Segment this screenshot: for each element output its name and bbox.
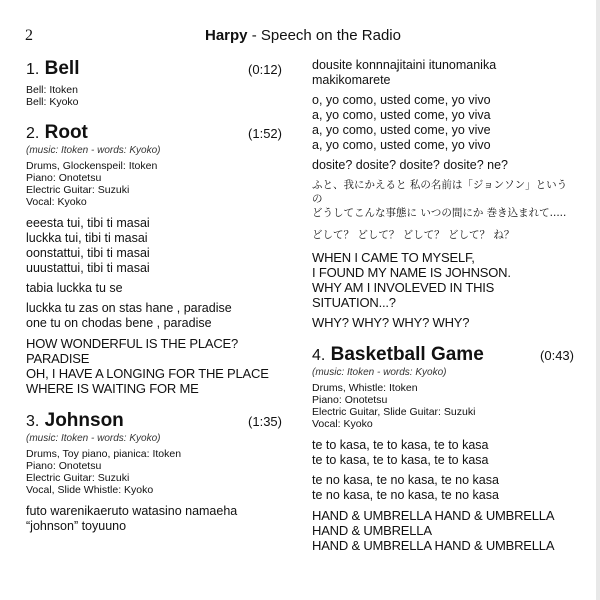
page-number: 2 bbox=[25, 27, 33, 44]
lyrics-verse bbox=[26, 216, 282, 276]
lyrics-japanese bbox=[312, 178, 574, 220]
lyric-line: te to kasa, te to kasa, te to kasa bbox=[312, 438, 489, 452]
credit-line: Vocal, Slide Whistle: Kyoko bbox=[26, 484, 154, 496]
lyrics-verse-english bbox=[312, 250, 574, 310]
credit-line: Electric Guitar, Slide Guitar: Suzuki bbox=[312, 406, 476, 418]
track-duration: (1:35) bbox=[248, 414, 282, 429]
header-separator: - bbox=[247, 27, 261, 44]
credit-line: Electric Guitar: Suzuki bbox=[26, 184, 130, 196]
track-bell bbox=[26, 58, 282, 108]
track-credits bbox=[312, 382, 574, 430]
lyric-line: a, yo como, usted come, yo vive bbox=[312, 123, 491, 137]
lyric-line: どうしてこんな事態に いつの間にか 巻き込まれて..... bbox=[312, 207, 567, 219]
lyric-line: どして？ どして？ どして？ どして？ ね？ bbox=[312, 229, 515, 241]
lyrics-verse bbox=[312, 158, 574, 173]
track-credits bbox=[26, 448, 282, 496]
credit-line: Vocal: Kyoko bbox=[312, 418, 373, 430]
credit-line: Electric Guitar: Suzuki bbox=[26, 472, 130, 484]
lyric-line: ふと、我にかえると 私の名前は「ジョンソン」というの bbox=[312, 179, 568, 205]
page-edge-shadow bbox=[596, 0, 600, 600]
music-credit: (music: Itoken - words: Kyoko) bbox=[26, 433, 161, 444]
lyric-line: HOW WONDERFUL IS THE PLACE? bbox=[26, 336, 239, 351]
music-credit: (music: Itoken - words: Kyoko) bbox=[312, 367, 447, 378]
track-title bbox=[312, 344, 484, 366]
lyric-line: te to kasa, te to kasa, te to kasa bbox=[312, 453, 489, 467]
album-title: Speech on the Radio bbox=[260, 27, 401, 44]
credit-line: Drums, Glockenspeil: Itoken bbox=[26, 160, 158, 172]
lyric-line: WHY AM I INVOLEVED IN THIS bbox=[312, 280, 495, 295]
lyric-line: “johnson” toyuuno bbox=[26, 519, 127, 533]
track-header bbox=[26, 122, 282, 144]
track-duration: (0:12) bbox=[248, 62, 282, 77]
lyrics-verse bbox=[312, 93, 574, 153]
track-name: Root bbox=[44, 122, 88, 143]
lyric-line: makikomarete bbox=[312, 73, 391, 87]
lyric-line: dousite konnnajitaini itunomanika bbox=[312, 58, 497, 72]
lyrics-verse bbox=[26, 504, 282, 534]
credit-line: Bell: Itoken bbox=[26, 84, 78, 96]
track-title bbox=[26, 410, 124, 432]
lyric-line: HAND & UMBRELLA HAND & UMBRELLA bbox=[312, 508, 555, 523]
credit-line: Vocal: Kyoko bbox=[26, 196, 87, 208]
track-basketball-game bbox=[312, 344, 574, 553]
lyrics-verse bbox=[312, 58, 574, 88]
left-column bbox=[26, 58, 282, 534]
lyrics-verse bbox=[26, 281, 282, 296]
track-name: Johnson bbox=[44, 410, 124, 431]
lyrics-verse-english bbox=[312, 315, 574, 330]
lyric-line: WHERE IS WAITING FOR ME bbox=[26, 381, 199, 396]
lyric-line: luckka tu zas on stas hane , paradise bbox=[26, 301, 232, 315]
lyric-line: HAND & UMBRELLA HAND & UMBRELLA bbox=[312, 538, 555, 553]
lyric-line: OH, I HAVE A LONGING FOR THE PLACE bbox=[26, 366, 269, 381]
track-credits bbox=[26, 160, 282, 208]
credit-line: Piano: Onotetsu bbox=[26, 172, 102, 184]
track-number: 2. bbox=[26, 125, 40, 142]
lyric-line: WHY? WHY? WHY? WHY? bbox=[312, 315, 470, 330]
lyric-line: futo warenikaeruto watasino namaeha bbox=[26, 504, 238, 518]
lyric-line: tabia luckka tu se bbox=[26, 281, 123, 295]
lyrics-verse-english bbox=[312, 508, 574, 553]
credit-line: Drums, Toy piano, pianica: Itoken bbox=[26, 448, 182, 460]
track-name: Bell bbox=[44, 58, 80, 79]
track-duration: (0:43) bbox=[540, 348, 574, 363]
credit-line: Piano: Onotetsu bbox=[312, 394, 388, 406]
lyric-line: uuustattui, tibi ti masai bbox=[26, 261, 150, 275]
track-duration: (1:52) bbox=[248, 126, 282, 141]
lyric-line: WHEN I CAME TO MYSELF, bbox=[312, 250, 475, 265]
track-johnson bbox=[26, 410, 282, 534]
lyrics-verse bbox=[312, 473, 574, 503]
track-number: 4. bbox=[312, 347, 326, 364]
lyric-line: I FOUND MY NAME IS JOHNSON. bbox=[312, 265, 511, 280]
lyric-line: dosite? dosite? dosite? dosite? ne? bbox=[312, 158, 508, 172]
track-number: 3. bbox=[26, 413, 40, 430]
lyric-line: HAND & UMBRELLA bbox=[312, 523, 432, 538]
lyric-line: PARADISE bbox=[26, 351, 90, 366]
page-header bbox=[205, 27, 401, 44]
right-column bbox=[312, 58, 574, 553]
lyric-line: o, yo como, usted come, yo vivo bbox=[312, 93, 491, 107]
lyrics-verse bbox=[26, 301, 282, 331]
lyric-line: oonstattui, tibi ti masai bbox=[26, 246, 150, 260]
music-credit: (music: Itoken - words: Kyoko) bbox=[26, 145, 161, 156]
lyric-line: luckka tui, tibi ti masai bbox=[26, 231, 148, 245]
track-title bbox=[26, 122, 88, 144]
credit-line: Piano: Onotetsu bbox=[26, 460, 102, 472]
track-header bbox=[312, 344, 574, 366]
artist-name: Harpy bbox=[205, 27, 248, 44]
track-root bbox=[26, 122, 282, 396]
track-number: 1. bbox=[26, 61, 40, 78]
track-header bbox=[26, 58, 282, 80]
lyric-line: te no kasa, te no kasa, te no kasa bbox=[312, 488, 499, 502]
track-credits bbox=[26, 84, 282, 108]
lyrics-verse-english bbox=[26, 336, 282, 396]
lyrics-verse bbox=[312, 438, 574, 468]
credit-line: Bell: Kyoko bbox=[26, 96, 79, 108]
lyric-line: te no kasa, te no kasa, te no kasa bbox=[312, 473, 499, 487]
track-header bbox=[26, 410, 282, 432]
track-title bbox=[26, 58, 79, 80]
lyric-line: one tu on chodas bene , paradise bbox=[26, 316, 212, 330]
track-name: Basketball Game bbox=[330, 344, 484, 365]
lyric-line: a, yo como, usted come, yo vivo bbox=[312, 138, 491, 152]
lyric-line: eeesta tui, tibi ti masai bbox=[26, 216, 150, 230]
lyric-line: a, yo como, usted come, yo viva bbox=[312, 108, 491, 122]
lyric-line: SITUATION...? bbox=[312, 295, 396, 310]
lyrics-japanese bbox=[312, 228, 574, 242]
credit-line: Drums, Whistle: Itoken bbox=[312, 382, 418, 394]
